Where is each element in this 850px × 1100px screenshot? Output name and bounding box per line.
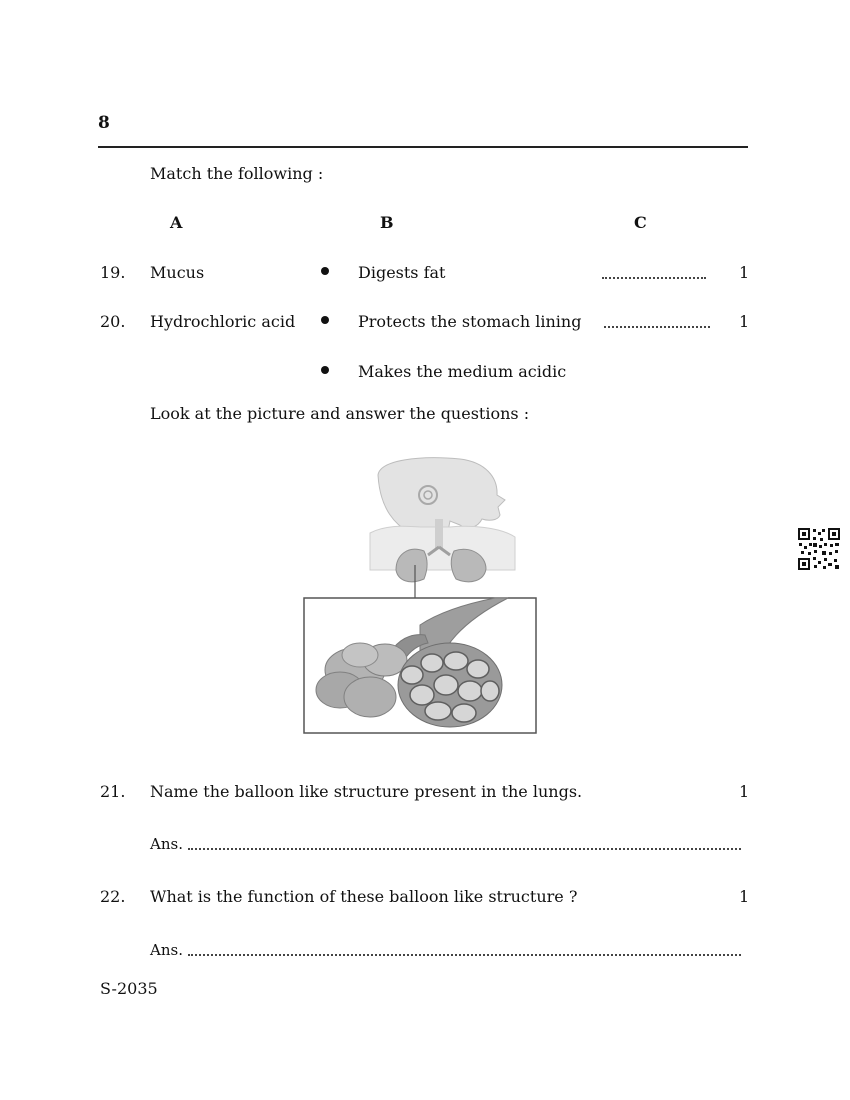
picture-instruction: Look at the picture and answer the questions :	[150, 404, 530, 423]
answer-blank-c[interactable]	[604, 326, 710, 328]
answer-blank-c[interactable]	[602, 277, 706, 279]
question-number: 22.	[100, 887, 126, 906]
question-text: Name the balloon like structure present in the lungs.	[150, 782, 583, 801]
marks-label: 1	[739, 263, 750, 282]
qr-code-icon	[798, 528, 840, 570]
marks-label: 1	[739, 887, 750, 906]
match-item-b: Digests fat	[358, 263, 446, 282]
column-header-a: A	[170, 213, 183, 232]
page-number: 8	[98, 113, 110, 133]
column-header-b: B	[380, 213, 394, 232]
match-item-a: Hydrochloric acid	[150, 312, 296, 331]
question-number: 19.	[100, 263, 126, 282]
marks-label: 1	[739, 312, 750, 331]
answer-label: Ans.	[150, 941, 183, 959]
bullet-dot	[321, 267, 329, 275]
marks-label: 1	[739, 782, 750, 801]
bullet-dot	[321, 366, 329, 374]
bullet-dot	[321, 316, 329, 324]
answer-line[interactable]	[188, 848, 741, 850]
question-number: 21.	[100, 782, 126, 801]
header-divider	[98, 146, 748, 148]
respiratory-system-icon	[300, 455, 545, 740]
respiratory-alveoli-figure	[300, 455, 545, 740]
question-text: What is the function of these balloon like structure ?	[150, 887, 578, 906]
footer-code: S-2035	[100, 979, 158, 998]
answer-label: Ans.	[150, 835, 183, 853]
match-item-b: Makes the medium acidic	[358, 362, 567, 381]
match-instruction: Match the following :	[150, 164, 324, 183]
column-header-c: C	[634, 213, 647, 232]
match-item-a: Mucus	[150, 263, 205, 282]
match-item-b: Protects the stomach lining	[358, 312, 582, 331]
question-number: 20.	[100, 312, 126, 331]
answer-line[interactable]	[188, 954, 741, 956]
